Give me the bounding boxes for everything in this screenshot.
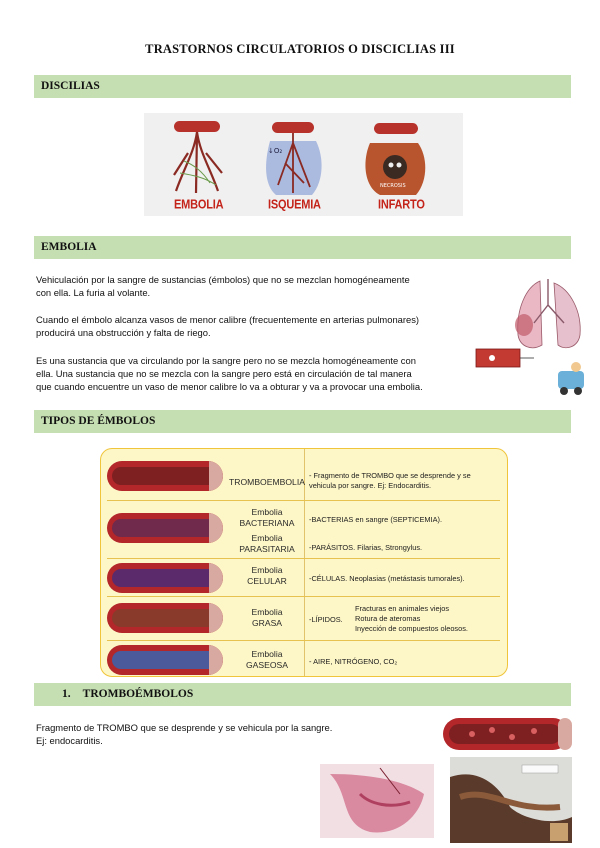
section-heading-tipos: TIPOS DE ÉMBOLOS [34, 410, 571, 433]
vessel-cells-icon [107, 563, 223, 593]
specimen-photo [450, 757, 572, 843]
type-desc: - AIRE, NITRÓGENO, CO₂ [309, 657, 398, 666]
type-name: Embolia GASEOSA [245, 649, 289, 670]
section-heading-tromboembolos [34, 683, 571, 706]
vessel-fat-icon [107, 603, 223, 633]
embolia-label: EMBOLIA [174, 198, 224, 212]
vessel-thrombo-icon [107, 461, 223, 491]
vessel-bacteria-icon [107, 513, 223, 543]
table-row [101, 641, 506, 677]
embolia-vessel [174, 121, 220, 132]
embolia-paragraph-3 [36, 354, 423, 393]
embolia-p3-line3: que cuando encuentre un vaso de menor calibre lo va a obturar y va a provocar una embolia. [36, 381, 423, 392]
section-heading-disclias: DISCILIAS [34, 75, 571, 98]
embolia-p3-line2: ella. Una sustancia que no se mezcla con la sangre pero está en circulación de tal manera [36, 368, 412, 379]
embolia-p2-line2: producirá una obstrucción y falta de riego. [36, 327, 211, 338]
type-desc: -PARÁSITOS. Filarias, Strongylus. [309, 543, 423, 552]
thrombo-vessel-illustration [442, 716, 574, 752]
type-desc: -CÉLULAS. Neoplasias (metástasis tumorales). [309, 574, 465, 583]
section-number: 1. [62, 688, 71, 700]
type-name: TROMBOEMBOLIA [229, 477, 305, 487]
embolus-blob [515, 314, 533, 336]
embolia-p1-line2: con ella. La furia al volante. [36, 287, 151, 298]
type-desc: Fracturas en animales viejos Rotura de ateromas Inyección de compuestos oleosos. [355, 604, 468, 633]
vessel-gas-icon [107, 645, 223, 675]
isquemia-vessel [272, 122, 314, 133]
necrosis-sublabel: NECROSIS [380, 183, 406, 189]
infarto-label: INFARTO [378, 198, 425, 212]
type-name: Embolia BACTERIANA [239, 507, 295, 528]
disclias-illustration [144, 113, 463, 216]
page-title: TRASTORNOS CIRCULATORIOS O DISCICLIAS III [145, 42, 455, 56]
table-row [101, 597, 506, 641]
section-title: TROMBOÉMBOLOS [82, 688, 194, 700]
isquemia-label: ISQUEMIA [268, 198, 321, 212]
embolia-paragraph-1 [36, 273, 410, 299]
vessel-segment [476, 349, 520, 367]
lipidos-prefix: -LÍPIDOS. [309, 615, 343, 624]
infarto-vessel [374, 123, 418, 134]
lungs-illustration [472, 275, 590, 415]
embolo-types-table [100, 448, 508, 677]
type-name: Embolia PARASITARIA [239, 533, 295, 554]
section-heading-embolia: EMBOLIA [34, 236, 571, 259]
tromboembolos-text [36, 721, 332, 747]
type-name: Embolia GRASA [251, 607, 283, 628]
embolia-p2-line1: Cuando el émbolo alcanza vasos de menor calibre (frecuentemente en arterias pulmonares) [36, 314, 420, 325]
type-desc: -BACTERIAS en sangre (SEPTICEMIA). [309, 515, 443, 524]
table-row [101, 449, 506, 501]
embolia-p3-line1: Es una sustancia que va circulando por la sangre pero no se mezcla homogéneamente con [36, 355, 416, 366]
tromboembolos-line1: Fragmento de TROMBO que se desprende y se vehicula por la sangre. [36, 722, 333, 733]
car-icon [558, 371, 584, 389]
histology-image [320, 764, 434, 838]
lung-left [518, 281, 542, 348]
embolia-p1-line1: Vehiculación por la sangre de sustancias (émbolos) que no se mezclan homogéneamente [36, 274, 410, 285]
necrosis-skull [383, 155, 407, 179]
type-name: Embolia CELULAR [247, 565, 287, 586]
embolia-paragraph-2 [36, 313, 419, 339]
table-row [101, 559, 506, 597]
o2-sublabel: ↓O₂ [268, 147, 283, 155]
table-row [101, 501, 506, 559]
type-desc: - Fragmento de TROMBO que se desprende y se vehicula por sangre. Ej: Endocarditis. [309, 471, 471, 490]
tromboembolos-line2: Ej: endocarditis. [36, 735, 103, 746]
